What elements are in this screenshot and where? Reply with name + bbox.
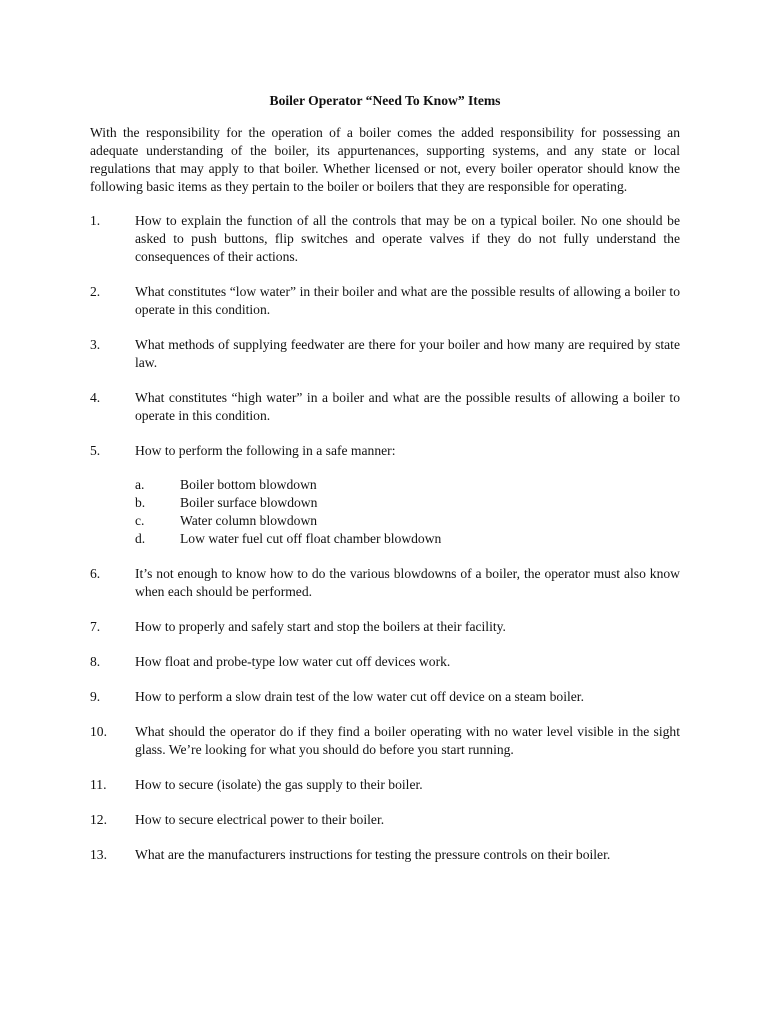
item-text: What are the manufacturers instructions for testing the pressure controls on their boiler. [135, 847, 611, 862]
sublist-item [135, 530, 680, 548]
item-text: How to perform the following in a safe manner: [135, 443, 396, 458]
item-text: How to properly and safely start and stop the boilers at their facility. [135, 619, 506, 634]
sublist-letter: c. [135, 513, 145, 528]
item-number: 2. [90, 284, 101, 299]
sublist-item [135, 494, 680, 512]
item-number: 3. [90, 337, 101, 352]
sublist-text: Water column blowdown [180, 513, 318, 528]
item-text: How to secure electrical power to their boiler. [135, 812, 385, 827]
item-text: How to explain the function of all the controls that may be on a typical boiler. No one should be asked to push buttons, flip switches and operate valves if they do not fully understand the consequences of their actions. [135, 213, 680, 264]
sublist-letter: a. [135, 477, 145, 492]
item-text: What methods of supplying feedwater are there for your boiler and how many are required by state law. [135, 337, 680, 370]
item-text: How to perform a slow drain test of the low water cut off device on a steam boiler. [135, 689, 584, 704]
document-page [90, 92, 680, 881]
item-number: 5. [90, 443, 101, 458]
sublist-text: Boiler surface blowdown [180, 495, 318, 510]
list-item [90, 776, 680, 794]
item-number: 11. [90, 777, 107, 792]
list-item [90, 811, 680, 829]
item-number: 13. [90, 847, 107, 862]
item-number: 7. [90, 619, 101, 634]
sublist-text: Boiler bottom blowdown [180, 477, 317, 492]
list-item [90, 283, 680, 319]
list-item [90, 389, 680, 425]
list-item [90, 212, 680, 266]
list-item [90, 336, 680, 372]
list-item [90, 846, 680, 864]
item-number: 1. [90, 213, 101, 228]
list-item [90, 618, 680, 636]
list-item [90, 653, 680, 671]
item-text: What constitutes “high water” in a boiler and what are the possible results of allowing a boiler to operate in this condition. [135, 390, 680, 423]
list-item [90, 723, 680, 759]
item-number: 6. [90, 566, 101, 581]
list-item [90, 442, 680, 460]
document-title: Boiler Operator “Need To Know” Items [269, 93, 501, 108]
intro-paragraph: With the responsibility for the operation of a boiler comes the added responsibility for possessing an adequate understanding of the boiler, its appurtenances, supporting systems, and any state or local regulations that may apply to that boiler. Whether licensed or not, every boiler operator should know the following basic items as they pertain to the boiler or boilers that they are responsible for operating. [90, 125, 680, 194]
list-item [90, 565, 680, 601]
item-number: 12. [90, 812, 107, 827]
item-text: How float and probe-type low water cut off devices work. [135, 654, 451, 669]
item-number: 10. [90, 724, 107, 739]
item-number: 9. [90, 689, 101, 704]
item-text: How to secure (isolate) the gas supply to their boiler. [135, 777, 423, 792]
sublist-text: Low water fuel cut off float chamber blowdown [180, 531, 442, 546]
list-item [90, 688, 680, 706]
sublist-item [135, 476, 680, 494]
item-number: 8. [90, 654, 101, 669]
item-text: It’s not enough to know how to do the various blowdowns of a boiler, the operator must also know when each should be performed. [135, 566, 680, 599]
item-text: What constitutes “low water” in their boiler and what are the possible results of allowing a boiler to operate in this condition. [135, 284, 680, 317]
sublist-item [135, 512, 680, 530]
item-number: 4. [90, 390, 101, 405]
blowdown-sublist [135, 476, 680, 548]
sublist-letter: b. [135, 495, 146, 510]
item-text: What should the operator do if they find a boiler operating with no water level visible in the sight glass. We’re looking for what you should do before you start running. [135, 724, 680, 757]
sublist-letter: d. [135, 531, 146, 546]
